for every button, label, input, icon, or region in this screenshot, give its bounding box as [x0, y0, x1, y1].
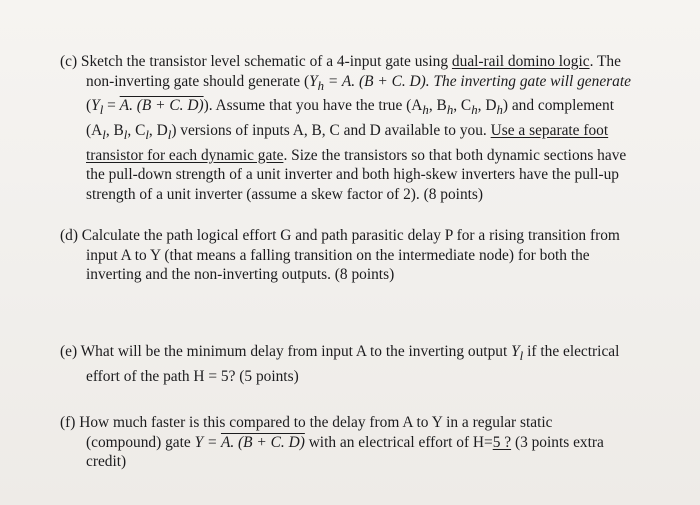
question-f-line-2: (compound) gate Y = A. (B + C. D) with an electrical effort of H=5 ? (3 points extra — [86, 433, 604, 451]
question-d-line-1: (d) Calculate the path logical effort G and path parasitic delay P for a rising transition from — [60, 227, 620, 244]
question-c-line-2: non-inverting gate should generate ($Y_h = A$. (B + C. D). The inverting gate will generate — [86, 72, 631, 93]
question-f-line-1: (f) How much faster is this compared to the delay from A to Y in a regular static — [60, 414, 553, 431]
question-f-line-3: credit) — [86, 453, 127, 471]
question-c-line-3: ($Y_l = A$. (B + C. D)). Assume that you have the true ($A_h$, $B_h$, $C_h$, $D_h$) and complement — [86, 97, 614, 118]
question-f — [60, 413, 685, 472]
underlined-text: dual-rail domino logic — [451, 53, 590, 70]
question-d-line-3: inverting and the non-inverting outputs. (8 points) — [86, 266, 395, 284]
question-c — [60, 52, 685, 204]
question-d-line-2: input A to Y (that means a falling transition on the intermediate node) for both the — [86, 246, 590, 264]
overlined-expression: A. (B + C. D) — [220, 433, 305, 451]
underlined-text: 5 ? — [492, 433, 512, 451]
question-c-line-7: strength of a unit inverter (assume a skew factor of 2). (8 points) — [86, 185, 484, 203]
underlined-text: Use a separate foot — [490, 121, 609, 139]
question-c-line-5: transistor for each dynamic gate. Size the transistors so that both dynamic sections have — [86, 146, 627, 164]
overlined-expression: A. (B + C. D) — [119, 97, 204, 115]
question-c-line-6: the pull-down strength of a unit inverter and both high-skew inverters have the pull-up — [86, 166, 619, 184]
question-e-line-1: (e) What will be the minimum delay from input A to the inverting output $Y_l$ if the electrical — [60, 343, 620, 364]
question-d — [60, 226, 685, 285]
question-c-line-4: ($A_l$, $B_l$, $C_l$, $D_l$) versions of inputs A, B, C and D available to you. Use a separate foot — [86, 121, 609, 143]
question-e-line-2: effort of the path H = 5? (5 points) — [86, 367, 299, 385]
question-c-line-1: (c) Sketch the transistor level schematic of a 4-input gate using dual-rail domino logic. The — [60, 53, 621, 70]
question-e — [60, 342, 685, 386]
underlined-text: transistor for each dynamic gate — [86, 146, 284, 164]
